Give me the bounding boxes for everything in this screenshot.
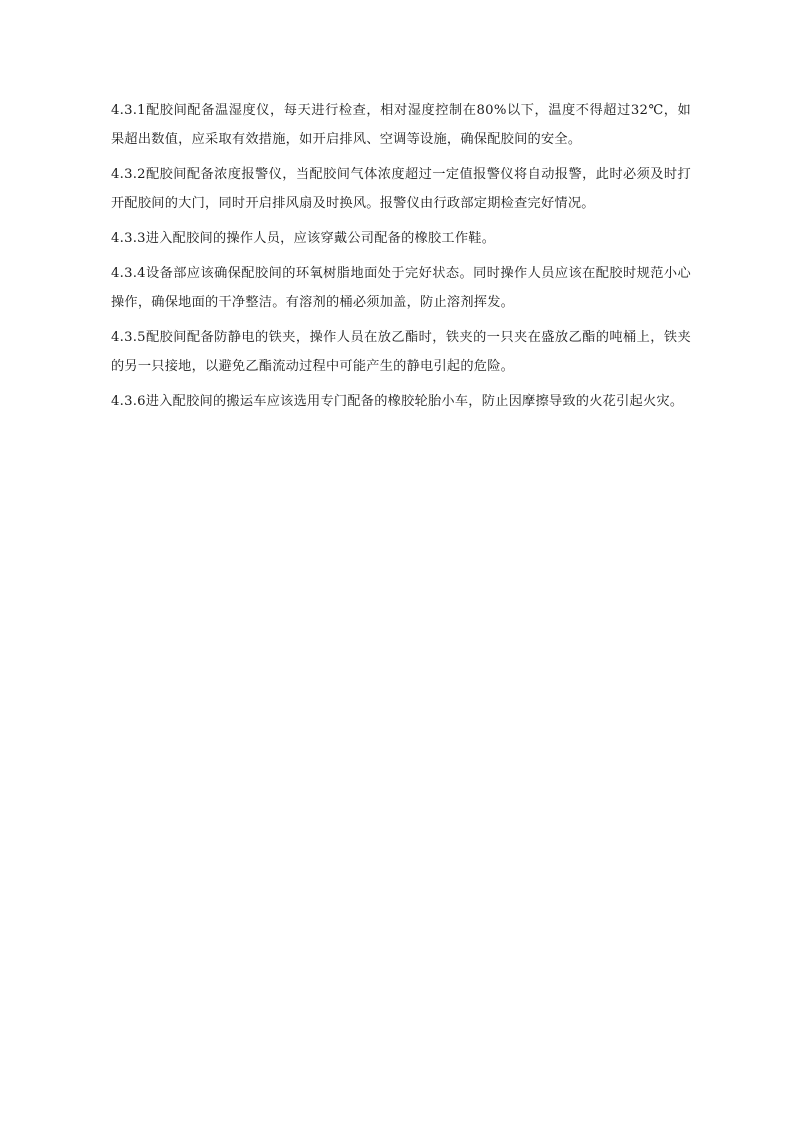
paragraph-4-3-3: 4.3.3进入配胶间的操作人员，应该穿戴公司配备的橡胶工作鞋。 [111,231,496,246]
paragraph-4-3-5: 4.3.5配胶间配备防静电的铁夹，操作人员在放乙酯时，铁夹的一只夹在盛放乙酯的吨桶上，铁夹的另一只接地，以避免乙酯流动过程中可能产生的静电引起的危险。 [111,330,691,374]
paragraph-4-3-4: 4.3.4设备部应该确保配胶间的环氧树脂地面处于完好状态。同时操作人员应该在配胶时规范小心操作，确保地面的干净整洁。有溶剂的桶必须加盖，防止溶剂挥发。 [111,266,691,310]
document-body [111,96,691,422]
paragraph-4-3-1: 4.3.1配胶间配备温湿度仪，每天进行检查，相对湿度控制在80%以下，温度不得超过32℃，如果超出数值，应采取有效措施，如开启排风、空调等设施，确保配胶间的安全。 [111,103,691,147]
paragraph-4-3-2: 4.3.2配胶间配备浓度报警仪，当配胶间气体浓度超过一定值报警仪将自动报警，此时必须及时打开配胶间的大门，同时开启排风扇及时换风。报警仪由行政部定期检查完好情况。 [111,167,691,211]
paragraph-4-3-6: 4.3.6进入配胶间的搬运车应该选用专门配备的橡胶轮胎小车，防止因摩擦导致的火花引起火灾。 [111,394,684,409]
